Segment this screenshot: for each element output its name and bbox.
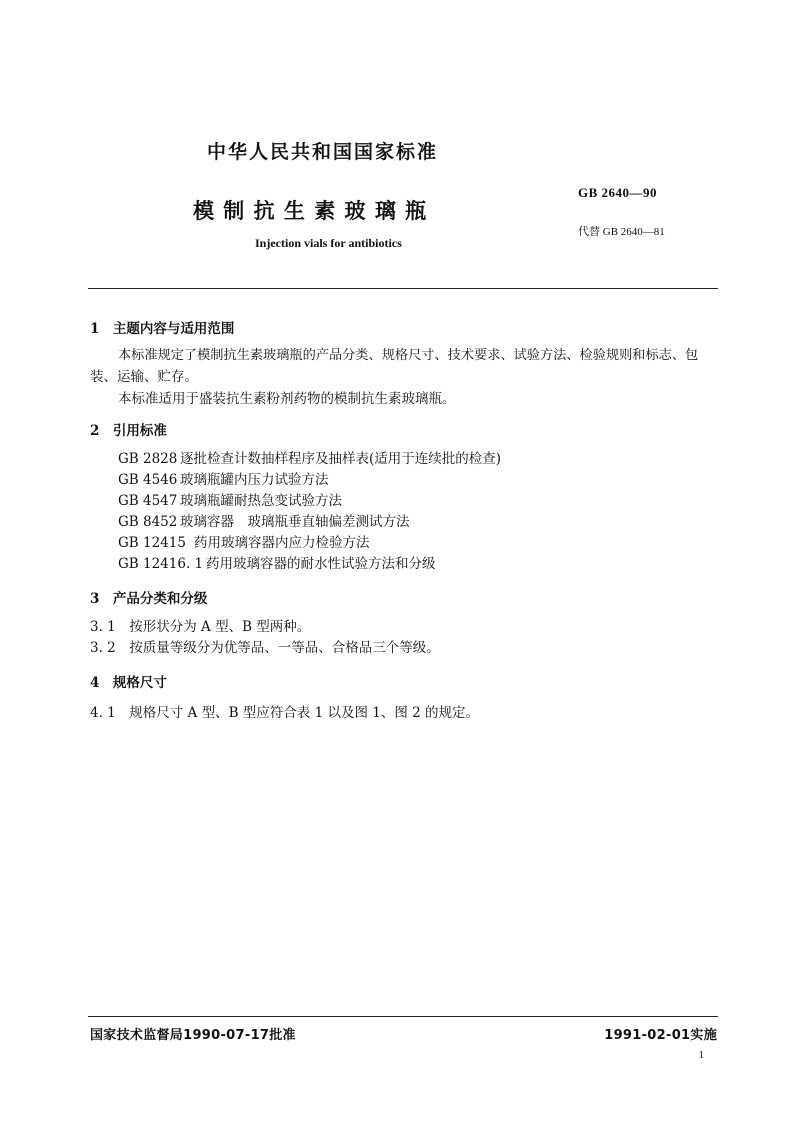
reference-title: 药用玻璃容器的耐水性试验方法和分级 — [206, 556, 436, 572]
reference-title: 玻璃瓶罐内压力试验方法 — [180, 472, 329, 488]
section-1-para2: 本标准适用于盛装抗生素粉剂药物的模制抗生素玻璃瓶。 — [118, 391, 456, 407]
section-1-heading: 1 主题内容与适用范围 — [90, 321, 235, 337]
national-standard-title: 中华人民共和国国家标准 — [207, 141, 439, 163]
section-1-para1-line2: 装、运输、贮存。 — [90, 369, 198, 385]
reference-title: 玻璃容器 玻璃瓶垂直轴偏差测试方法 — [180, 514, 410, 530]
reference-code: GB 12416. 1 — [118, 556, 204, 572]
section-3-heading: 3 产品分类和分级 — [90, 591, 208, 607]
reference-code: GB 8452 — [118, 514, 178, 530]
section-3-item-2: 3. 2 按质量等级分为优等品、一等品、合格品三个等级。 — [90, 640, 440, 656]
reference-item — [118, 491, 342, 511]
reference-code: GB 4546 — [118, 472, 178, 488]
replaces-standard: 代替 GB 2640—81 — [578, 226, 665, 238]
reference-item — [118, 512, 410, 532]
header-rule — [88, 288, 718, 289]
section-4-heading: 4 规格尺寸 — [90, 675, 167, 691]
reference-title: 逐批检查计数抽样程序及抽样表(适用于连续批的检查) — [180, 451, 502, 467]
reference-code: GB 12415 — [118, 535, 186, 551]
footer-rule — [88, 1016, 718, 1017]
section-2-heading: 2 引用标准 — [90, 423, 167, 439]
page-number: 1 — [698, 1049, 704, 1061]
standard-number: GB 2640—90 — [578, 185, 658, 200]
document-title-english: Injection vials for antibiotics — [255, 236, 402, 250]
reference-item — [118, 449, 501, 469]
approval-statement: 国家技术监督局1990-07-17批准 — [90, 1028, 296, 1043]
reference-item — [118, 470, 329, 490]
effective-date: 1991-02-01实施 — [604, 1028, 717, 1043]
section-3-item-1: 3. 1 按形状分为 A 型、B 型两种。 — [90, 619, 311, 635]
reference-code: GB 2828 — [118, 451, 178, 467]
reference-title: 药用玻璃容器内应力检验方法 — [194, 535, 370, 551]
reference-item — [118, 533, 370, 553]
reference-code: GB 4547 — [118, 493, 178, 509]
reference-item — [118, 554, 436, 574]
document-title: 模 制 抗 生 素 玻 璃 瓶 — [193, 199, 428, 223]
section-4-item-1: 4. 1 规格尺寸 A 型、B 型应符合表 1 以及图 1、图 2 的规定。 — [90, 705, 480, 721]
section-1-para1-line1: 本标准规定了模制抗生素玻璃瓶的产品分类、规格尺寸、技术要求、试验方法、检验规则和标志、包 — [118, 348, 699, 363]
reference-title: 玻璃瓶罐耐热急变试验方法 — [180, 493, 342, 509]
